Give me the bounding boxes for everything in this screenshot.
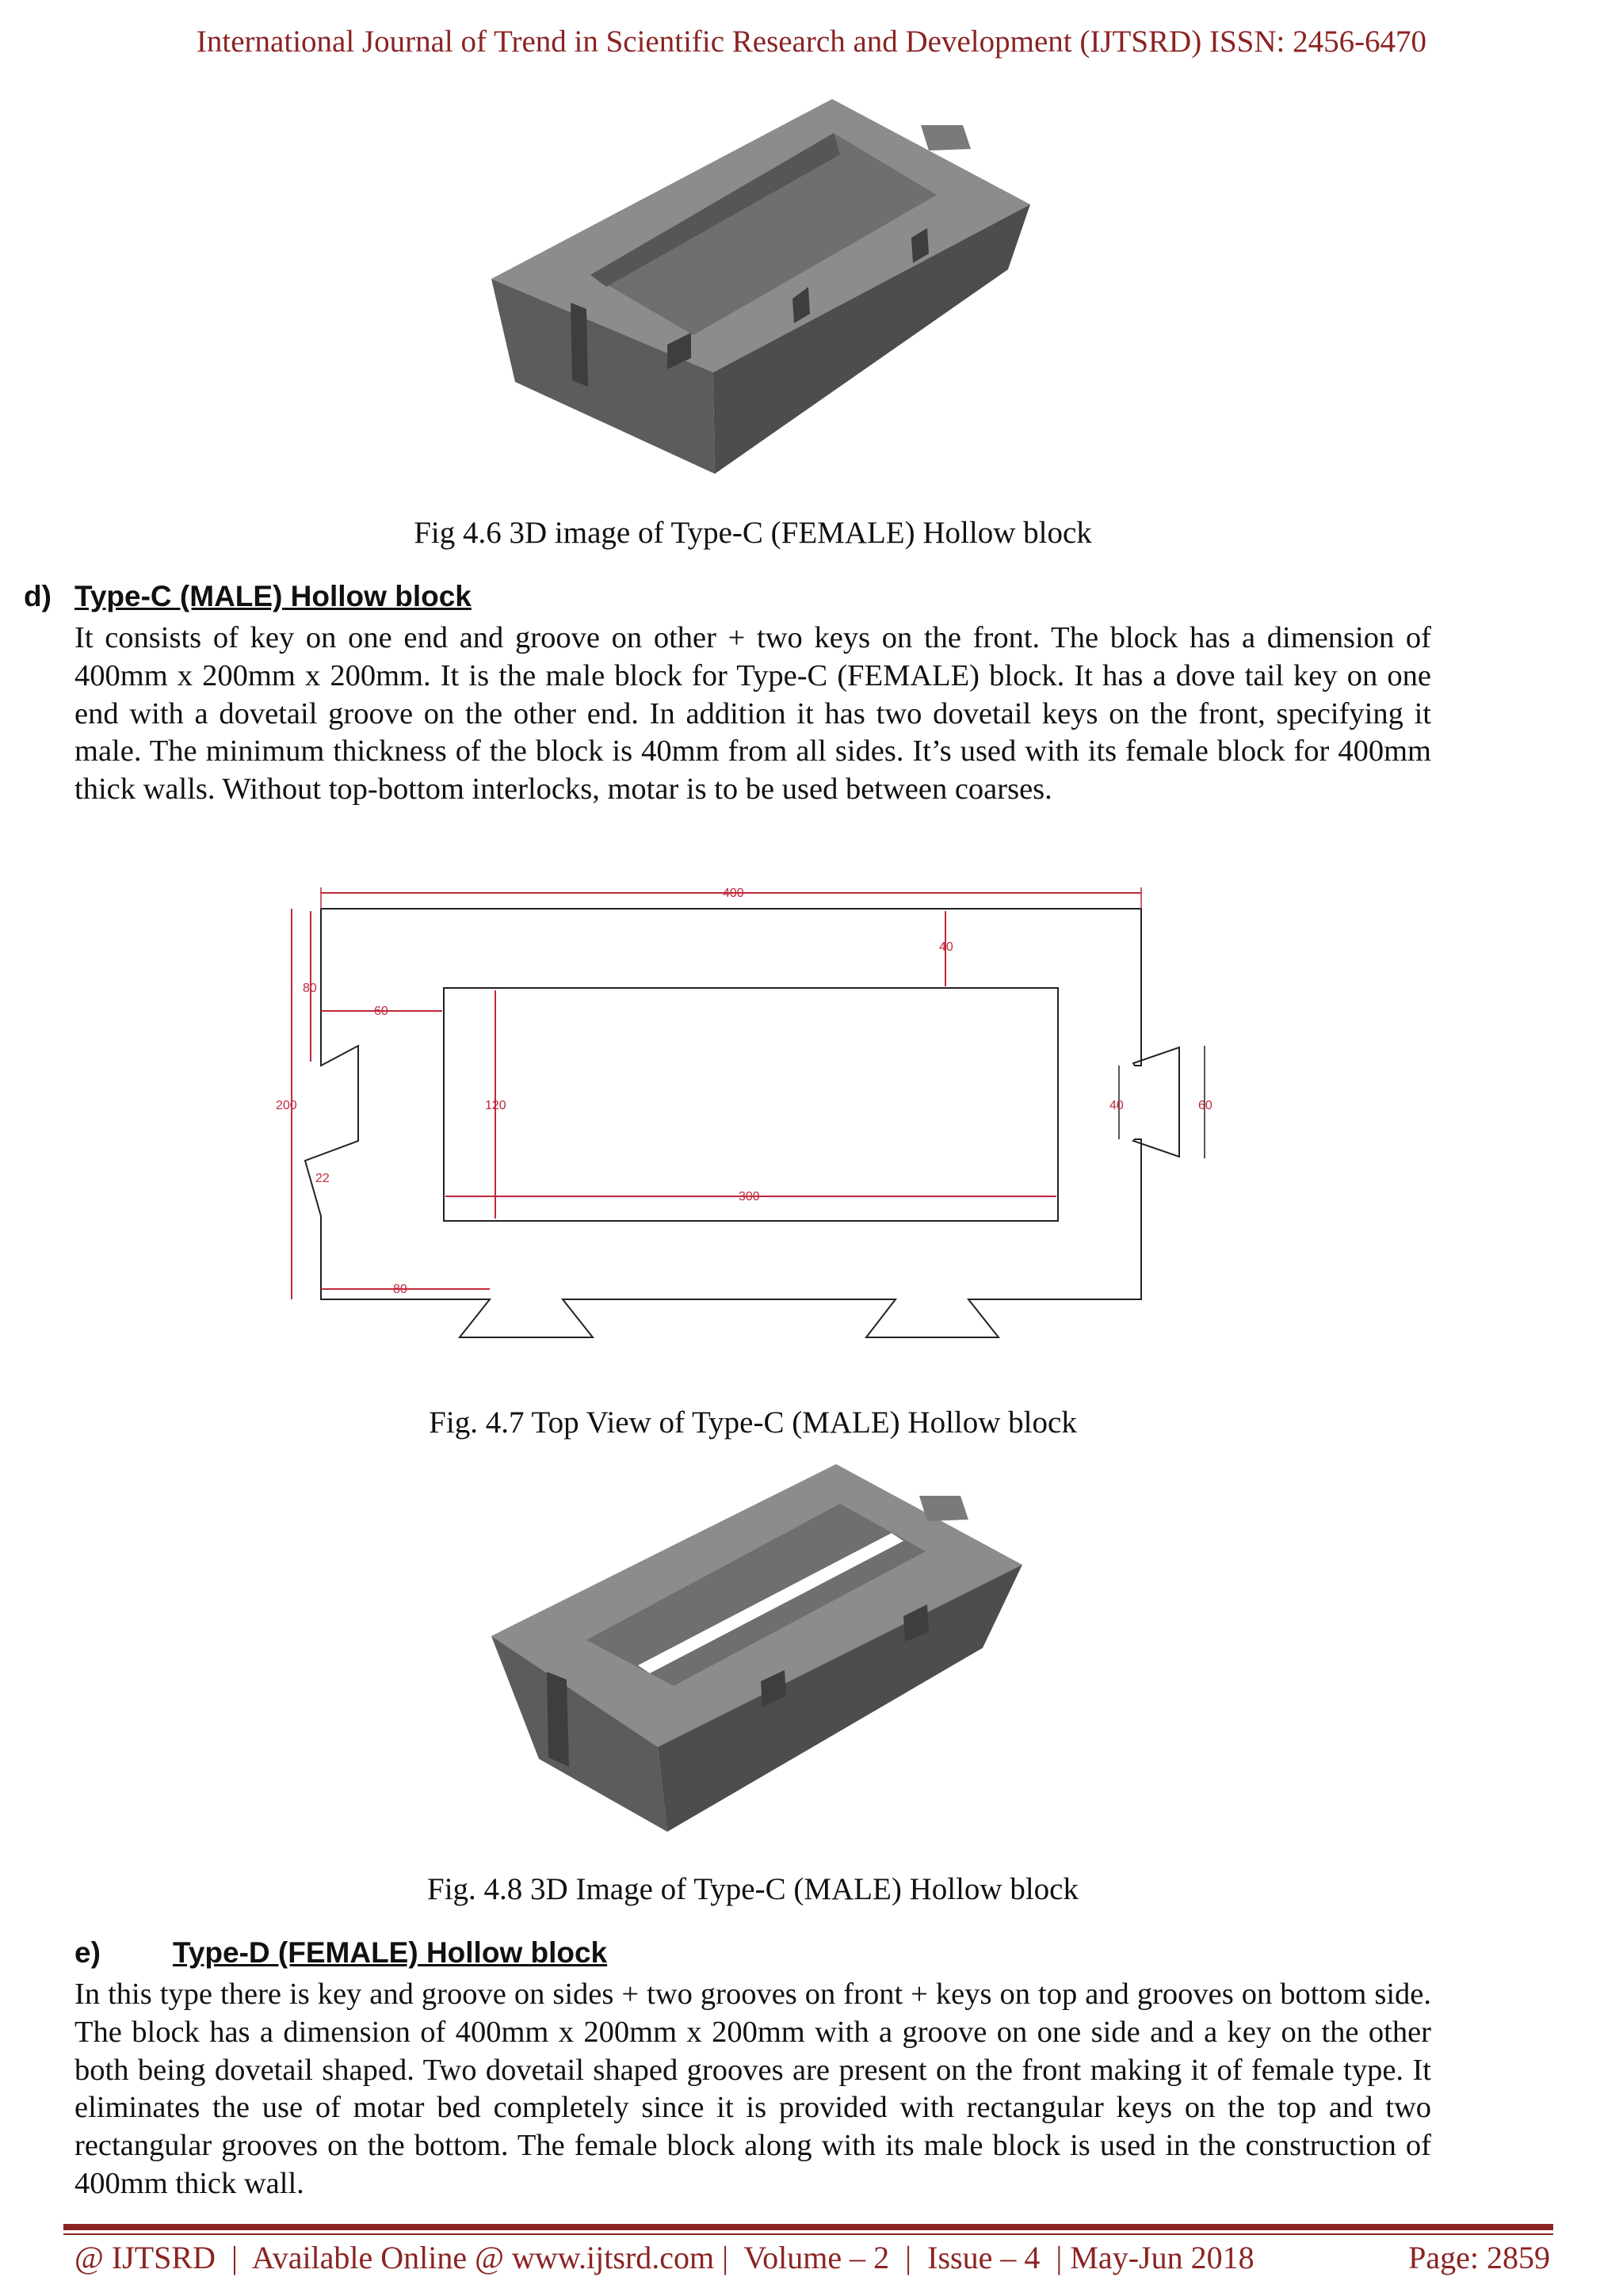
dim-60-left: 60: [374, 1005, 388, 1018]
section-e-title: Type-D (FEMALE) Hollow block: [173, 1936, 608, 1969]
footer-publication-info: @ IJTSRD | Available Online @ www.ijtsrd.com | Volume – 2 | Issue – 4 | May-Jun 2018: [74, 2240, 1254, 2275]
fig47-top-view-drawing: [269, 879, 1236, 1347]
footer-rule: [63, 2224, 1553, 2230]
dim-80-bottom: 80: [393, 1283, 407, 1296]
journal-header: International Journal of Trend in Scientific Research and Development (IJTSRD) ISSN: 2456-6470: [196, 25, 1427, 59]
dim-120: 120: [485, 1099, 506, 1112]
fig46-caption: Fig 4.6 3D image of Type-C (FEMALE) Hollow block: [414, 516, 1092, 550]
dim-40-right: 40: [1109, 1099, 1124, 1112]
fig48-3d-image: [475, 1458, 1046, 1846]
footer-rule-thin: [63, 2233, 1553, 2235]
footer-page-number: Page: 2859: [1408, 2240, 1550, 2275]
dim-40-top: 40: [939, 940, 953, 954]
section-d-label: d): [24, 580, 52, 612]
dim-60-right: 60: [1198, 1099, 1212, 1112]
dim-300: 300: [739, 1190, 760, 1203]
fig48-caption: Fig. 4.8 3D Image of Type-C (MALE) Hollow block: [427, 1872, 1079, 1906]
fig46-3d-image: [475, 91, 1046, 479]
section-d-heading: [24, 580, 816, 615]
section-e-label: e): [74, 1936, 101, 1969]
fig47-caption: Fig. 4.7 Top View of Type-C (MALE) Hollow block: [429, 1405, 1077, 1440]
section-d-body: It consists of key on one end and groove on other + two keys on the front. The block has a dimension of 400mm x 200mm x 200mm. It is the male block for Type-C (FEMALE) block. It has a dove tail key on one end with a dovetail groove on the other end. In addition it has two dovetail keys on the front, specifying it male. The minimum thickness of the block is 40mm from all sides. It’s used with its female block for 400mm thick walls. Without top-bottom interlocks, motar is to be used between coarses.: [74, 621, 1431, 807]
section-e-heading: [74, 1936, 867, 1971]
section-e-body: In this type there is key and groove on sides + two grooves on front + keys on top and grooves on bottom side. The block has a dimension of 400mm x 200mm x 200mm with a groove on one side and a key on the other both being dovetail shaped. Two dovetail shaped grooves are present on the front making it of female type. It eliminates the use of motar bed completely since it is provided with rectangular keys on the top and two rectangular grooves on the bottom. The female block along with its male block is used in the construction of 400mm thick wall.: [74, 1978, 1431, 2200]
dim-80-left: 80: [303, 982, 317, 995]
section-d-title: Type-C (MALE) Hollow block: [74, 580, 472, 612]
dim-22: 22: [315, 1172, 330, 1185]
dim-400: 400: [723, 887, 744, 900]
dim-200: 200: [276, 1099, 297, 1112]
